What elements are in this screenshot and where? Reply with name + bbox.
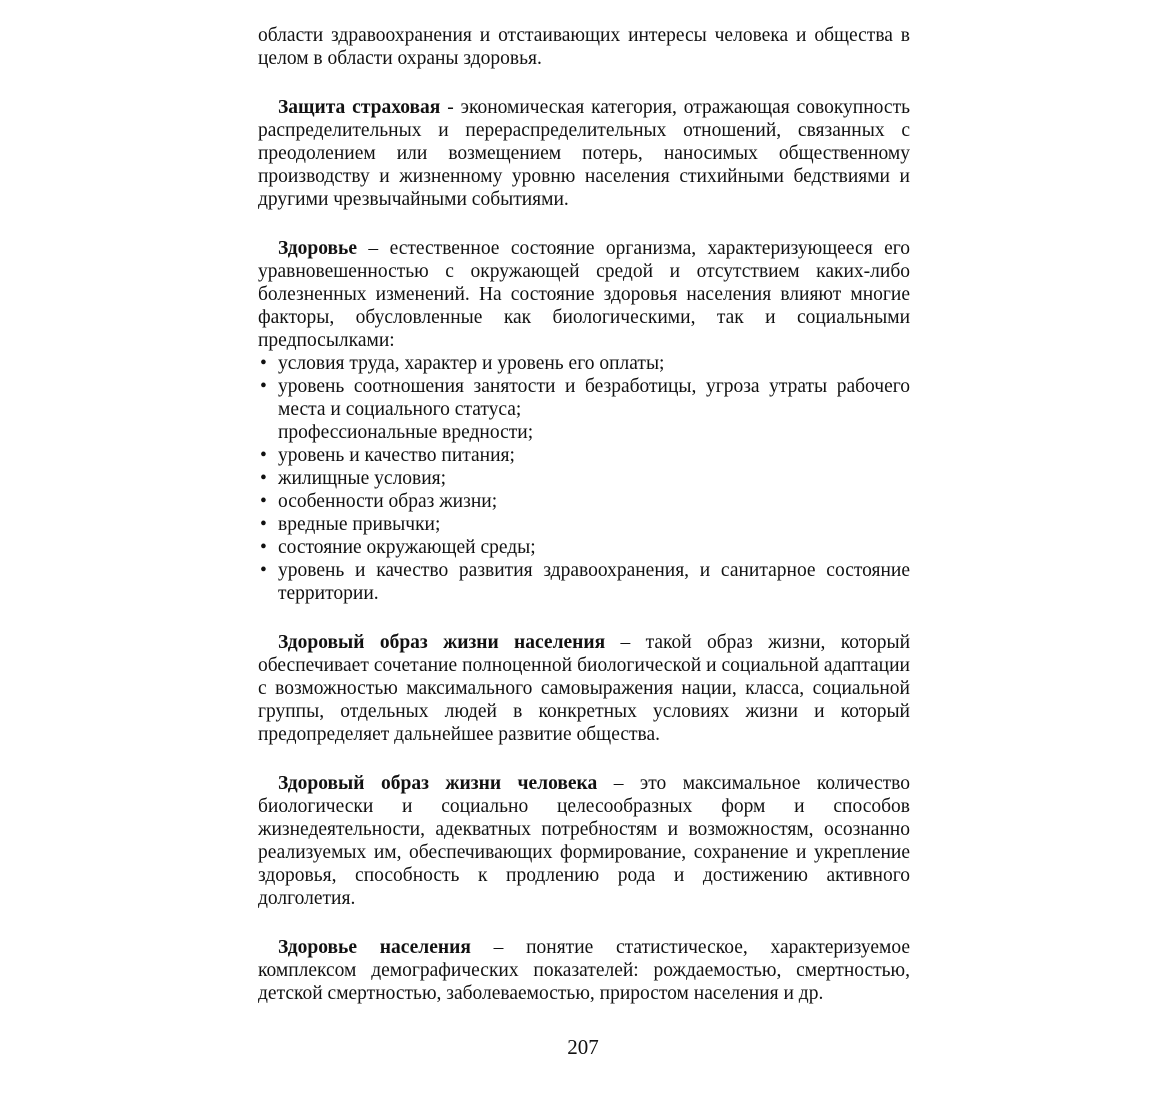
bullet-icon: • <box>260 376 267 397</box>
list-item-text: профессиональные вредности; <box>278 422 534 443</box>
health-factors-list <box>258 352 910 605</box>
entry-term: Здоровье населения <box>278 937 471 958</box>
entry-definition: понятие статистическое, характеризуемое комплексом демографических показателей: рождаемостью, смертностью, детской смертностью, заболеваемостью, приростом населения и др. <box>258 937 911 1004</box>
entry-separator: - <box>440 97 461 118</box>
intro-fragment: области здравоохранения и отстаивающих интересы человека и общества в целом в области охраны здоровья. <box>258 25 910 69</box>
bullet-icon: • <box>260 353 267 374</box>
list-item <box>258 467 910 490</box>
list-item-text: вредные привычки; <box>278 514 441 535</box>
entry-population-health <box>258 936 910 1005</box>
page-number: 207 <box>567 1035 599 1059</box>
bullet-icon: • <box>260 468 267 489</box>
list-item <box>258 559 910 605</box>
entry-term: Здоровый образ жизни населения <box>278 632 606 653</box>
list-item-text: жилищные условия; <box>278 468 447 489</box>
bullet-icon: • <box>260 560 267 581</box>
entry-definition: естественное состояние организма, характеризующееся его уравновешенностью с окружающей средой и отсутствием каких-либо болезненных изменений. На состояние здоровья населения влияют многие факторы, обусловленные как биологическими, так и социальными предпосылками: <box>258 238 910 351</box>
bullet-icon: • <box>260 491 267 512</box>
entry-term: Здоровье <box>278 238 358 259</box>
entry-term: Здоровый образ жизни человека <box>278 773 598 794</box>
list-item-text: состояние окружающей среды; <box>278 537 536 558</box>
list-item-text: особенности образ жизни; <box>278 491 498 512</box>
bullet-icon: • <box>260 514 267 535</box>
entry-health-definition <box>258 237 910 352</box>
page-body <box>258 24 910 1005</box>
list-item <box>258 352 910 375</box>
list-item-text: уровень и качество питания; <box>278 445 515 466</box>
list-item <box>258 536 910 559</box>
list-item-text: уровень и качество развития здравоохранения, и санитарное состояние территории. <box>278 560 910 604</box>
list-item <box>258 421 910 444</box>
entry-separator: – <box>597 773 640 794</box>
bullet-icon: • <box>260 445 267 466</box>
list-item <box>258 490 910 513</box>
entry-separator: – <box>605 632 646 653</box>
list-item-text: уровень соотношения занятости и безработицы, угроза утраты рабочего места и социального статуса; <box>278 376 910 420</box>
list-item <box>258 513 910 536</box>
entry-definition: это максимальное количество биологически и социально целесообразных форм и способов жизнедеятельности, адекватных потребностям и возможностям, осознанно реализуемых им, обеспечивающих формирование, сохранение и укрепление здоровья, способность к продлению рода и достижению активного долголетия. <box>258 773 910 909</box>
entry-healthy-lifestyle-person <box>258 772 910 910</box>
list-item <box>258 444 910 467</box>
entry-insurance-protection <box>258 96 910 211</box>
entry-definition: такой образ жизни, который обеспечивает сочетание полноценной биологической и социальной адаптации с возможностью максимального самовыражения нации, класса, социальной группы, отдельных людей в конкретных условиях жизни и который предопределяет дальнейшее развитие общества. <box>258 632 911 745</box>
entry-health <box>258 237 910 605</box>
list-item-text: условия труда, характер и уровень его оплаты; <box>278 353 665 374</box>
entry-separator: – <box>470 937 527 958</box>
entry-healthy-lifestyle-population <box>258 631 910 746</box>
list-item <box>258 375 910 421</box>
entry-term: Защита страховая <box>278 97 441 118</box>
entry-definition: экономическая категория, отражающая совокупность распределительных и перераспределительных отношений, связанных с преодолением или возмещением потерь, наносимых общественному производству и жизненному уровню населения стихийными бедствиями и другими чрезвычайными событиями. <box>258 97 910 210</box>
bullet-icon: • <box>260 537 267 558</box>
entry-separator: – <box>357 238 390 259</box>
